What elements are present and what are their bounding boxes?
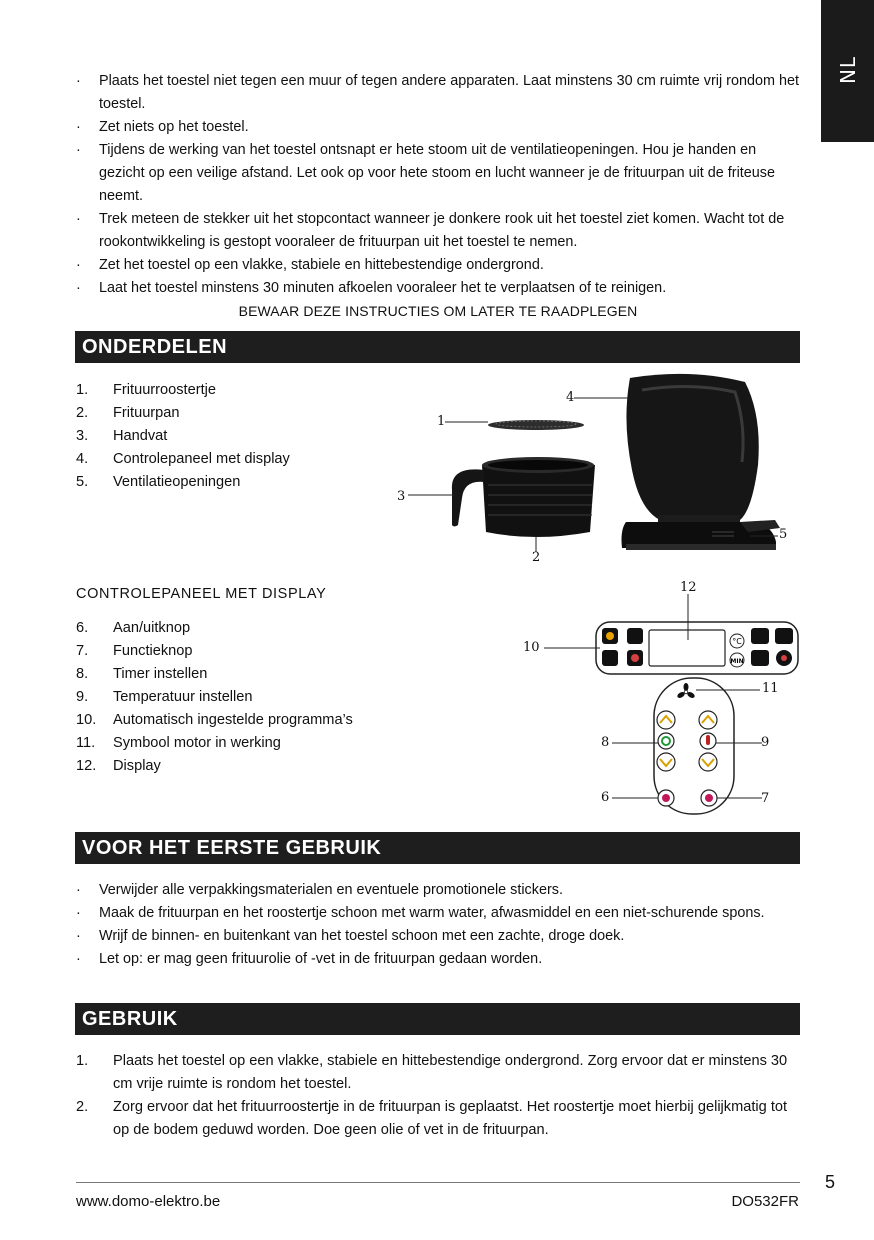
list-item	[76, 70, 800, 116]
temp-down-button[interactable]	[699, 753, 717, 771]
list-item	[76, 902, 800, 925]
control-label: Symbool motor in werking	[113, 735, 281, 751]
control-label: Temperatuur instellen	[113, 689, 253, 705]
safety-text: Zet niets op het toestel.	[99, 119, 249, 135]
figure-label-1: 1	[437, 414, 446, 429]
figure-label-2: 2	[532, 550, 541, 565]
basket-opening	[488, 460, 588, 470]
first-use-text: Maak de frituurpan en het roostertje schoon met warm water, afwasmiddel en een niet-schurende spons.	[99, 905, 765, 921]
bullet-dot: ·	[76, 882, 81, 898]
minutes-icon: MIN	[730, 658, 744, 665]
bullet-dot: ·	[76, 257, 81, 273]
thermometer-icon	[706, 735, 710, 745]
list-item	[76, 402, 290, 425]
usage-text: Zorg ervoor dat het frituurroostertje in de frituurpan is geplaatst. Het roostertje moet hierbij gelijkmatig tot op de bodem geduwd worden. Doe geen olie of vet in de frituurpan.	[113, 1099, 788, 1138]
item-number: 11.	[76, 735, 96, 751]
air-fryer-illustration	[390, 370, 800, 570]
fryer-housing	[626, 374, 758, 520]
list-item	[76, 277, 800, 300]
list-item	[76, 139, 800, 208]
basket-handle	[452, 469, 484, 526]
item-number: 2.	[76, 405, 89, 421]
item-number: 6.	[76, 620, 89, 636]
item-number: 1.	[76, 1053, 89, 1069]
footer-divider	[76, 1182, 800, 1183]
item-number: 10.	[76, 712, 97, 728]
list-item	[76, 709, 353, 732]
program-shrimp-icon	[775, 628, 793, 644]
program-fries-accent	[606, 632, 614, 640]
figure-label-9: 9	[761, 735, 770, 750]
list-item	[76, 732, 353, 755]
item-number: 7.	[76, 643, 89, 659]
list-item	[76, 379, 290, 402]
page-number: 5	[825, 1172, 836, 1192]
part-label: Frituurroostertje	[113, 382, 216, 398]
program-pizza-accent	[781, 655, 787, 661]
part-label: Controlepaneel met display	[113, 451, 290, 467]
figure-label-12: 12	[680, 580, 697, 595]
function-icon	[705, 794, 713, 802]
section-heading-parts: ONDERDELEN	[75, 331, 800, 363]
safety-bullet-list	[76, 70, 800, 300]
safety-text: Plaats het toestel niet tegen een muur of tegen andere apparaten. Laat minstens 30 cm ruimte vrij rondom het toestel.	[99, 73, 799, 112]
program-cake-accent	[631, 654, 639, 662]
footer-website: www.domo-elektro.be	[76, 1193, 221, 1210]
list-item	[76, 925, 800, 948]
control-panel-diagram	[540, 590, 802, 820]
bullet-dot: ·	[76, 928, 81, 944]
program-drumstick-icon	[627, 628, 643, 644]
language-tab	[821, 0, 874, 142]
list-item	[76, 1050, 800, 1096]
bullet-dot: ·	[76, 280, 81, 296]
timer-up-button[interactable]	[657, 711, 675, 729]
item-number: 12.	[76, 758, 97, 774]
bullet-dot: ·	[76, 119, 81, 135]
safety-text: Trek meteen de stekker uit het stopcontact wanneer je donkere rook uit het toestel ziet komen. Wacht tot de rookontwikkeling is gestopt vooraleer de frituurpan uit het toestel te nemen.	[99, 211, 785, 250]
list-item	[76, 663, 353, 686]
list-item	[76, 254, 800, 277]
power-icon	[662, 794, 670, 802]
list-item	[76, 471, 290, 494]
control-panel-list	[76, 617, 353, 778]
bullet-dot: ·	[76, 73, 81, 89]
list-item	[76, 448, 290, 471]
bullet-dot: ·	[76, 951, 81, 967]
figure-label-10: 10	[523, 640, 540, 655]
program-steak-icon	[751, 650, 769, 666]
program-chicken-icon	[602, 650, 618, 666]
bullet-dot: ·	[76, 142, 81, 158]
keep-instructions-notice: BEWAAR DEZE INSTRUCTIES OM LATER TE RAADPLEGEN	[238, 303, 638, 319]
control-label: Automatisch ingestelde programma’s	[113, 712, 353, 728]
figure-label-3: 3	[397, 489, 406, 504]
item-number: 1.	[76, 382, 89, 398]
base-plate	[626, 544, 776, 550]
list-item	[76, 425, 290, 448]
first-use-bullet-list	[76, 879, 800, 971]
control-label: Timer instellen	[113, 666, 208, 682]
safety-text: Zet het toestel op een vlakke, stabiele en hittebestendige ondergrond.	[99, 257, 544, 273]
first-use-text: Wrijf de binnen- en buitenkant van het toestel schoon met een zachte, droge doek.	[99, 928, 625, 944]
figure-label-5: 5	[779, 527, 788, 542]
grill-rack-shape	[488, 420, 584, 430]
list-item	[76, 208, 800, 254]
usage-text: Plaats het toestel op een vlakke, stabiele en hittebestendige ondergrond. Zorg ervoor dat er minstens 30 cm vrije ruimte is rondom het toestel.	[113, 1053, 788, 1092]
parts-list	[76, 379, 290, 494]
item-number: 4.	[76, 451, 89, 467]
section-heading-first-use: VOOR HET EERSTE GEBRUIK	[75, 832, 800, 864]
display-screen	[649, 630, 725, 666]
figure-label-4: 4	[566, 390, 575, 405]
figure-label-7: 7	[761, 791, 770, 806]
usage-list	[76, 1050, 800, 1142]
first-use-text: Verwijder alle verpakkingsmaterialen en eventuele promotionele stickers.	[99, 882, 563, 898]
list-item	[76, 879, 800, 902]
safety-text: Tijdens de werking van het toestel ontsnapt er hete stoom uit de ventilatieopeningen. Hou je handen en gezicht op een veilige afstand. Let ook op voor hete stoom en lucht wanneer je de frituurpan uit de friteuse neemt.	[99, 142, 775, 204]
timer-button[interactable]	[658, 733, 674, 749]
footer-model-number: DO532FR	[731, 1193, 799, 1210]
first-use-text: Let op: er mag geen frituurolie of -vet in de frituurpan gedaan worden.	[99, 951, 543, 967]
item-number: 2.	[76, 1099, 89, 1115]
list-item	[76, 755, 353, 778]
part-label: Frituurpan	[113, 405, 180, 421]
control-panel-subheading: CONTROLEPANEEL MET DISPLAY	[76, 586, 327, 602]
part-label: Handvat	[113, 428, 168, 444]
language-code: NL	[835, 55, 860, 85]
item-number: 5.	[76, 474, 89, 490]
item-number: 3.	[76, 428, 89, 444]
safety-text: Laat het toestel minstens 30 minuten afkoelen vooraleer het te verplaatsen of te reinigen.	[99, 280, 667, 296]
section-heading-usage: GEBRUIK	[75, 1003, 800, 1035]
program-fish-icon	[751, 628, 769, 644]
item-number: 8.	[76, 666, 89, 682]
figure-label-11: 11	[762, 681, 779, 696]
figure-label-6: 6	[601, 790, 610, 805]
list-item	[76, 686, 353, 709]
control-label: Display	[113, 758, 161, 774]
part-label: Ventilatieopeningen	[113, 474, 241, 490]
control-label: Aan/uitknop	[113, 620, 191, 636]
timer-down-button[interactable]	[657, 753, 675, 771]
list-item	[76, 948, 800, 971]
bullet-dot: ·	[76, 211, 81, 227]
item-number: 9.	[76, 689, 89, 705]
figure-label-8: 8	[601, 735, 610, 750]
list-item	[76, 1096, 800, 1142]
list-item	[76, 617, 353, 640]
temp-unit-icon: °C	[732, 637, 742, 646]
bullet-dot: ·	[76, 905, 81, 921]
temp-up-button[interactable]	[699, 711, 717, 729]
list-item	[76, 116, 800, 139]
list-item	[76, 640, 353, 663]
control-label: Functieknop	[113, 643, 193, 659]
